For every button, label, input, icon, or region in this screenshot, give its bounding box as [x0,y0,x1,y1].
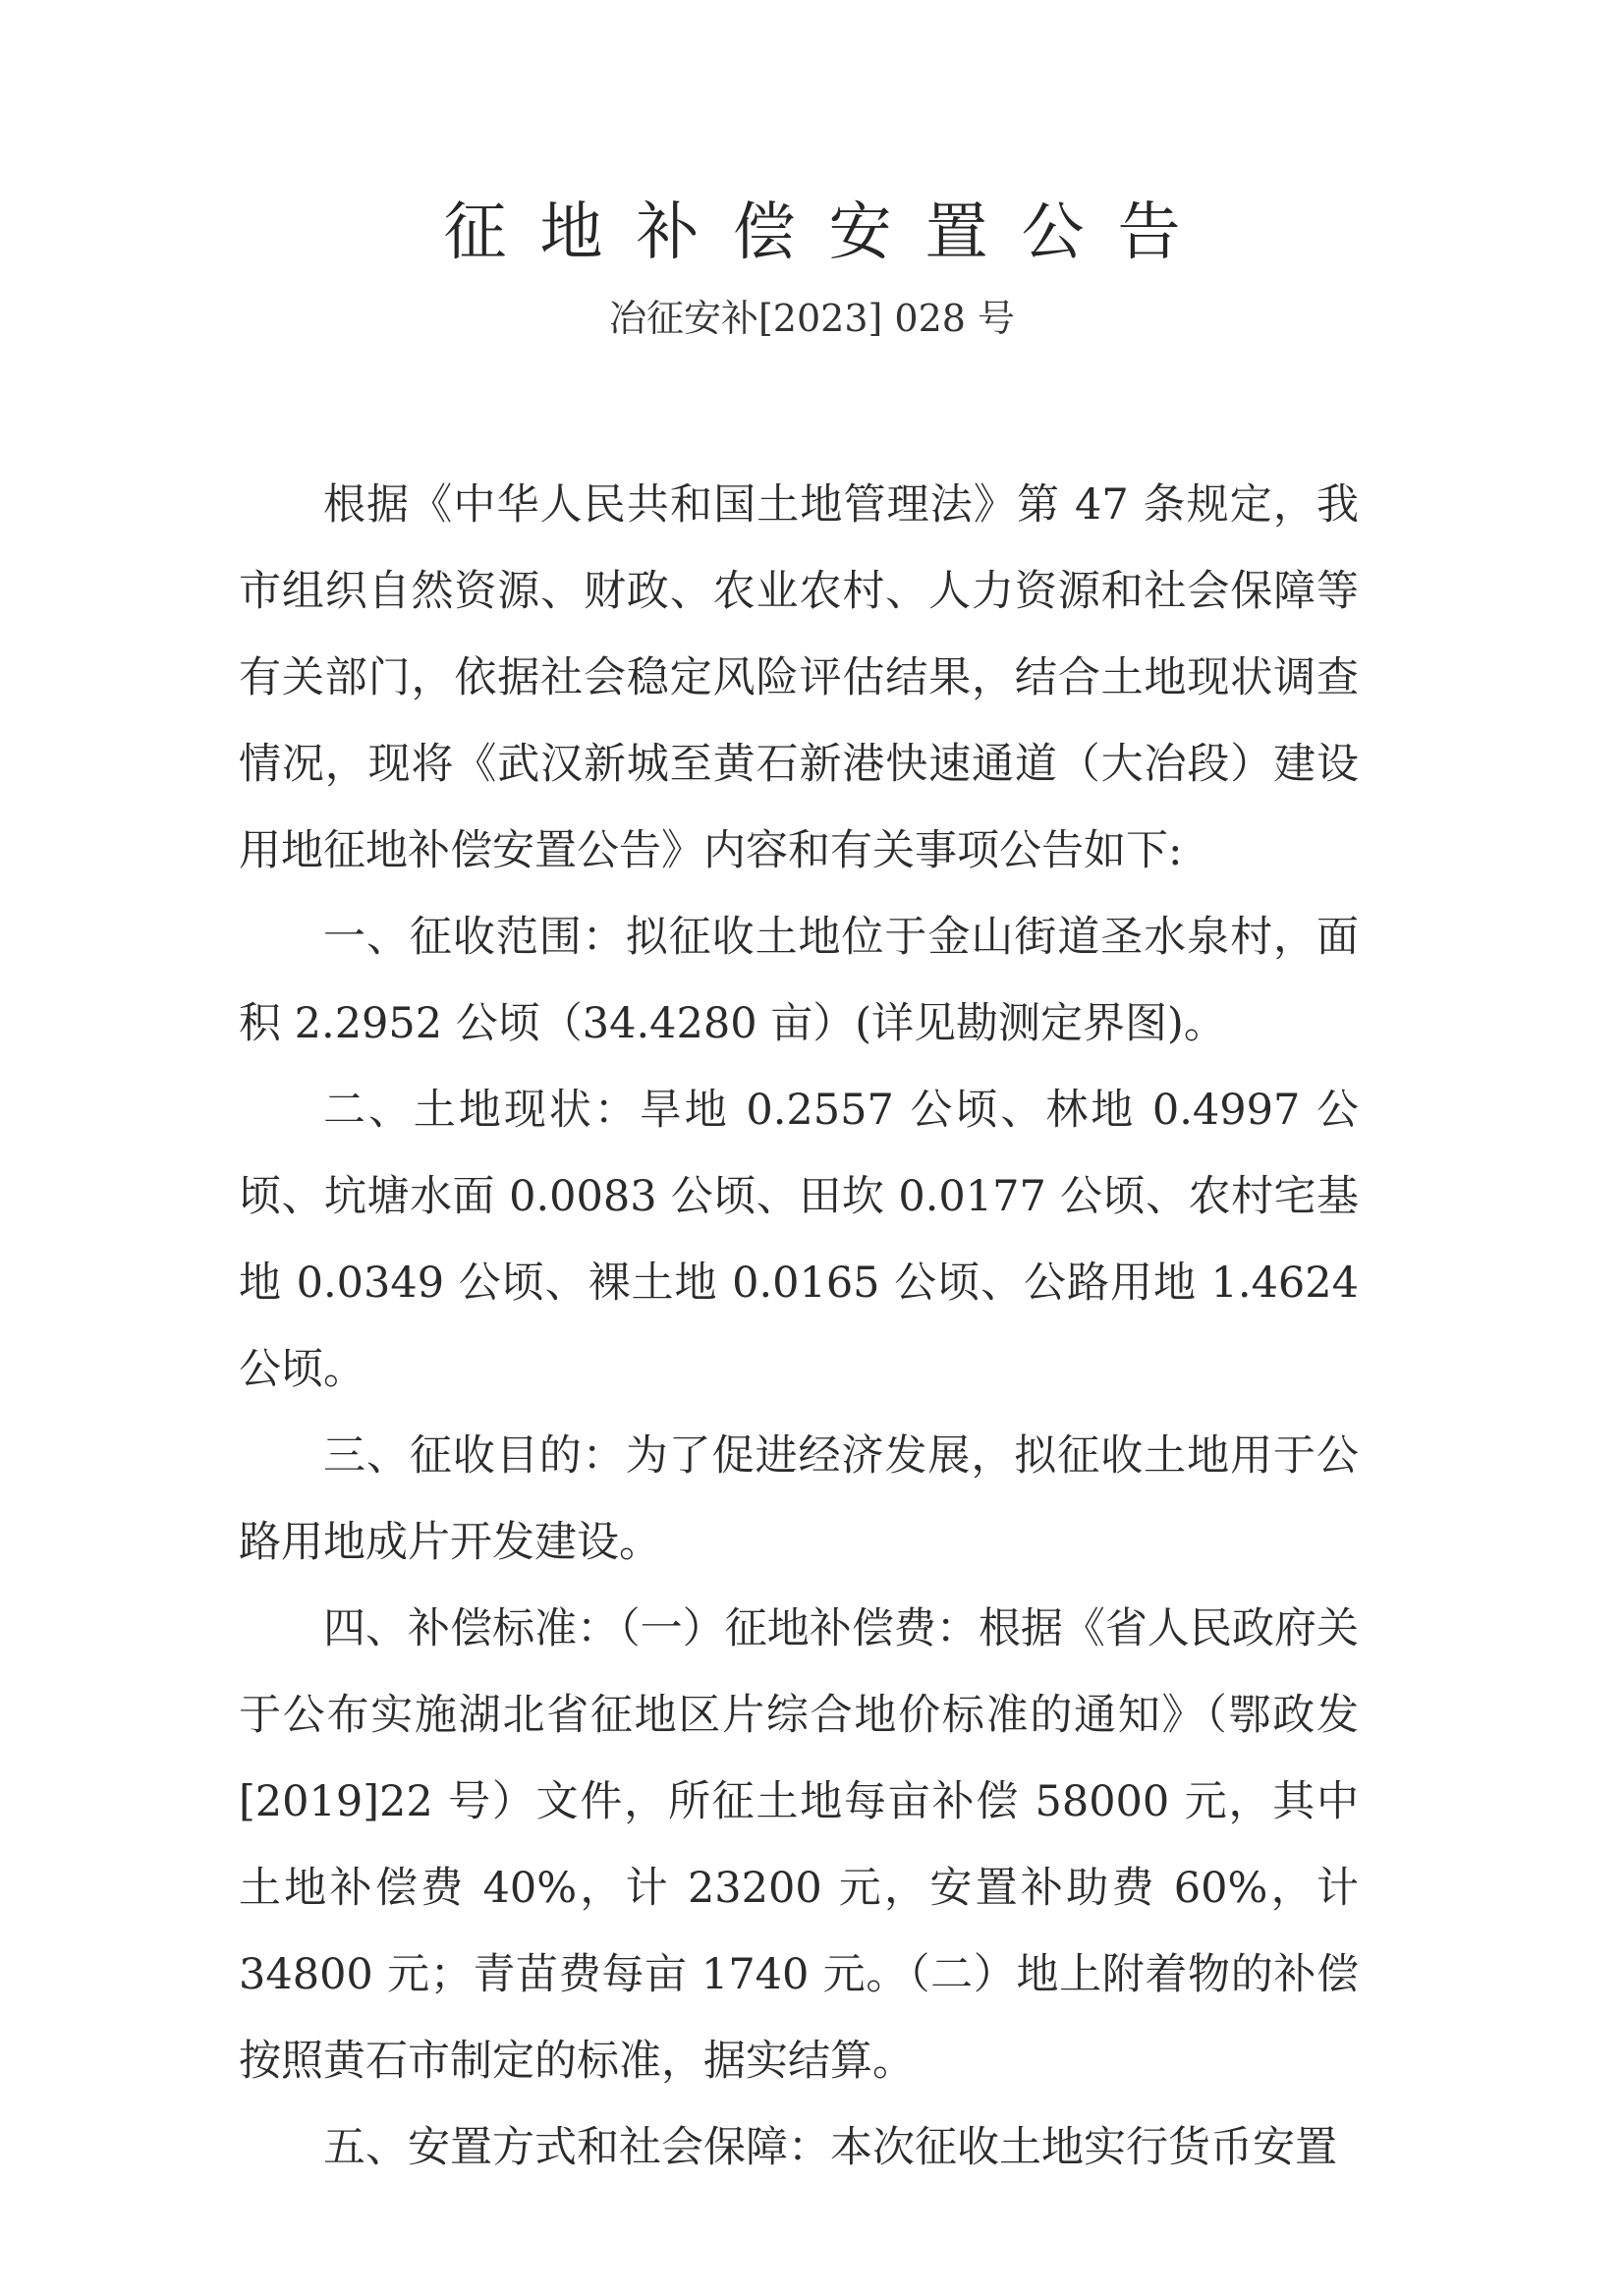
document-body [239,462,1359,2191]
paragraph-land-status: 二、土地现状：旱地 0.2557 公顷、林地 0.4997 公顷、坑塘水面 0.0083 公顷、田坎 0.0177 公顷、农村宅基地 0.0349 公顷、裸土地 0.0165 公顷、公路用地 1.4624 公顷。 [239,1086,1359,1394]
paragraph-scope: 一、征收范围：拟征收土地位于金山街道圣水泉村，面积 2.2952 公顷（34.4280 亩）(详见勘测定界图)。 [239,913,1359,1048]
document-title: 征地补偿安置公告 [443,196,1214,269]
paragraph-intro: 根据《中华人民共和国土地管理法》第 47 条规定，我市组织自然资源、财政、农业农村、人力资源和社会保障等有关部门，依据社会稳定风险评估结果，结合土地现状调查情况，现将《武汉新城至黄石新港快速通道（大冶段）建设用地征地补偿安置公告》内容和有关事项公告如下: [239,480,1359,875]
paragraph-resettlement: 五、安置方式和社会保障：本次征收土地实行货币安置 [323,2123,1337,2172]
document-number: 冶征安补[2023] 028 号 [608,297,1016,340]
paragraph-compensation: 四、补偿标准：（一）征地补偿费：根据《省人民政府关于公布实施湖北省征地区片综合地价标准的通知》（鄂政发[2019]22 号）文件，所征土地每亩补偿 58000 元，其中土地补偿费 40%，计 23200 元，安置补助费 60%，计 34800 元；青苗费每亩 1740 元。（二）地上附着物的补偿按照黄石市制定的标准，据实结算。 [239,1604,1359,2086]
paragraph-purpose: 三、征收目的：为了促进经济发展，拟征收土地用于公路用地成片开发建设。 [239,1431,1359,1567]
